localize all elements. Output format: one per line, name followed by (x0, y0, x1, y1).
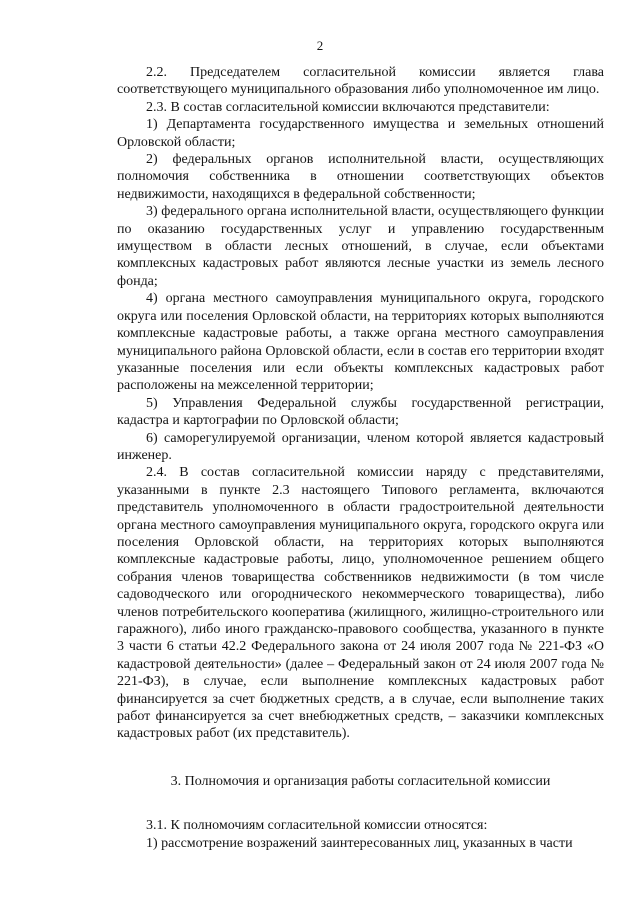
list-item-2-3-1: 1) Департамента государственного имущества и земельных отношений Орловской области; (117, 117, 604, 150)
list-item-2-3-3: 3) федерального органа исполнительной власти, осуществляющего функции по оказанию государственных услуг и управлению государственным имуществом в области лесных отношений, в случае, если объектами комплексных кадастровых работ являются лесные участки из земель лесного фонда; (117, 204, 604, 289)
page-number: 2 (316, 38, 324, 53)
list-item-2-3-4: 4) органа местного самоуправления муниципального округа, городского округа или поселения Орловской области, на территориях которых выполняются комплексные кадастровые работы, а также органа местного самоуправления муниципального района Орловской области, если в состав его территории входят указанные поселения или если объекты комплексных кадастровых работ расположены на межселенной территории; (117, 291, 604, 394)
list-item-2-3-6: 6) саморегулируемой организации, членом которой является кадастровый инженер. (117, 430, 604, 463)
document-body (117, 64, 604, 852)
paragraph-3-1: 3.1. К полномочиям согласительной комиссии относятся: (146, 818, 488, 834)
paragraph-2-3: 2.3. В состав согласительной комиссии включаются представители: (146, 99, 550, 115)
list-item-3-1-1: 1) рассмотрение возражений заинтересованных лиц, указанных в части (146, 835, 573, 851)
paragraph-2-4: 2.4. В состав согласительной комиссии наряду с представителями, указанными в пункте 2.3 настоящего Типового регламента, включаются представитель уполномоченного в области градостроительной деятельности органа местного самоуправления муниципального округа, городского округа или поселения Орловской области, на территориях которых выполняются комплексные кадастровые работы, лицо, уполномоченное решением общего собрания членов товарищества собственников недвижимости (в том числе садоводческого или огороднического некоммерческого товарищества), либо членов потребительского кооператива (жилищного, жилищно-строительного или гаражного), либо иного гражданско-правового сообщества, указанного в пункте 3 части 6 статьи 42.2 Федерального закона от 24 июля 2007 года № 221-ФЗ «О кадастровой деятельности» (далее – Федеральный закон от 24 июля 2007 года № 221-ФЗ), в случае, если выполнение комплексных кадастровых работ финансируется за счет бюджетных средств, а в случае, если выполнение таких работ финансируется за счет внебюджетных средств, – заказчики комплексных кадастровых работ (их представитель). (117, 465, 604, 742)
list-item-2-3-2: 2) федеральных органов исполнительной власти, осуществляющих полномочия собственника в отношении соответствующих объектов недвижимости, находящихся в федеральной собственности; (117, 152, 604, 202)
list-item-2-3-5: 5) Управления Федеральной службы государственной регистрации, кадастра и картографии по Орловской области; (117, 395, 604, 429)
section-3-heading: 3. Полномочия и организация работы согласительной комиссии (170, 773, 551, 789)
paragraph-2-2: 2.2. Председателем согласительной комиссии является глава соответствующего муниципального образования либо уполномоченное им лицо. (117, 65, 604, 98)
